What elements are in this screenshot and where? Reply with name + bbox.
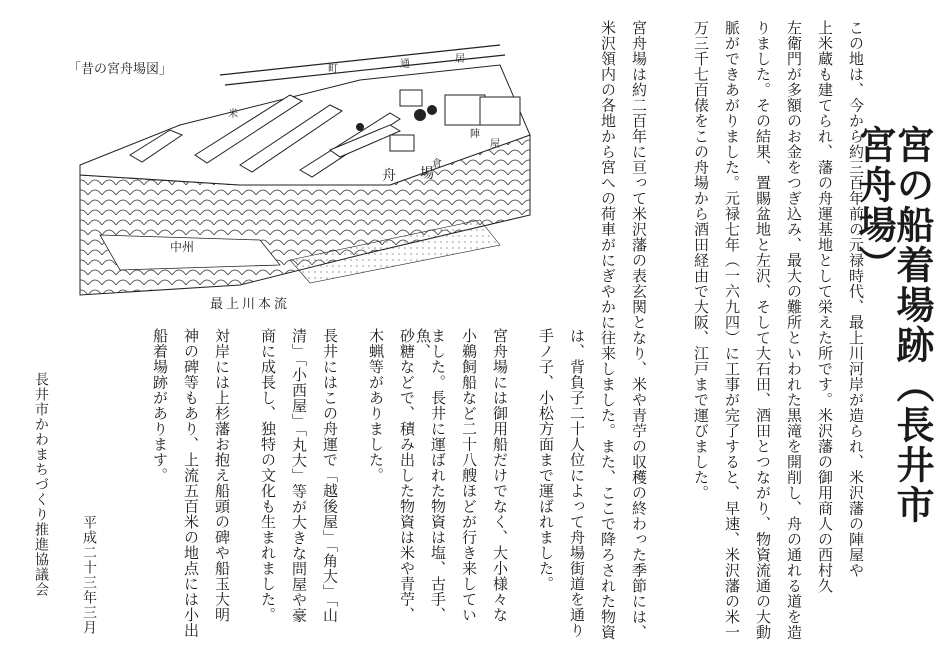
body-line-2: 上米蔵も建てられ、藩の舟運基地として栄えた所です。米沢藩の御用商人の西村久 [816, 20, 834, 594]
body-line-11: 宮舟場には御用船だけでなく、大小様々な [491, 328, 509, 623]
body-line-14: 砂糖などで、積み出した物資は米や青苧、 [398, 328, 416, 623]
map-label-nakasu: 中州 [170, 240, 195, 254]
body-line-5: 脈ができあがりました。元禄七年（一六九四）に工事が完了すると、早速、米沢藩の米一 [723, 20, 741, 640]
body-line-13: ました。長井に運ばれた物資は塩、古手、魚、 [414, 328, 447, 623]
map-label-road-3: 居 [455, 54, 465, 65]
body-line-6: 万三千七百俵をこの舟場から酒田経由で大阪、江戸まで運びました。 [692, 20, 710, 501]
body-line-20: 神の碑等もあり、上流五百米の地点には小出 [182, 328, 200, 638]
body-line-18: 商に成長し、独特の文化も生まれました。 [259, 328, 277, 623]
body-line-8: 米沢領内の各地から宮への荷車がにぎやかに往来しました。また、ここで降ろされた物資 [599, 20, 617, 640]
body-line-21: 船着場跡があります。 [151, 328, 169, 483]
map-title: 「昔の宮舟場図」 [68, 62, 173, 77]
body-line-10: 手ノ子、小松方面まで運ばれました。 [537, 328, 555, 592]
body-line-15: 木蝋等がありました。 [367, 328, 385, 483]
historical-map [60, 35, 560, 325]
footer-date: 平成二十三年三月 [81, 515, 97, 635]
body-line-1: この地は、今から約三百年前の元禄時代、最上川河岸が造られ、米沢藩の陣屋や [847, 20, 865, 578]
map-label-funaba-2: 場 [420, 166, 434, 182]
body-line-17: 清」「小西屋」「丸大」等が大きな問屋や豪 [290, 328, 308, 623]
page-title: 宮の船着場跡（長井市宮舟場） [852, 125, 935, 525]
body-line-16: 長井にはこの舟運で「越後屋」「角大」「山 [321, 328, 339, 623]
map-drawing [60, 35, 560, 325]
map-label-ya: 屋 [490, 139, 500, 150]
body-line-9: は、背負子二十人位によって舟場街道を通り [568, 328, 586, 638]
body-line-7: 宮舟場は約二百年に亘って米沢藩の表玄関となり、米や青苧の収穫の終わった季節には、 [630, 20, 648, 640]
body-line-12: 小鵜飼船など二十八艘ほどが行き来してい [460, 328, 478, 623]
map-label-jin: 陣 [470, 129, 480, 140]
body-line-19: 対岸には上杉藩お抱え船頭の碑や船玉大明 [213, 328, 231, 623]
map-label-road-2: 通 [400, 59, 410, 70]
footer-org: 長井市かわまちづくり推進協議会 [33, 372, 49, 597]
body-line-4: りました。その結果、置賜盆地と左沢、そして大石田、酒田とつながり、物資流通の大動 [754, 20, 772, 640]
body-line-3: 左衛門が多額のお金をつぎ込み、最大の難所といわれた黒滝を開削し、舟の通れる道を造 [785, 20, 803, 640]
map-label-road-1: 町 [328, 64, 338, 75]
map-label-yonezawa: 米 [228, 109, 238, 120]
map-label-funaba: 舟 [382, 168, 396, 184]
map-label-kura: 倉 [432, 159, 442, 170]
map-river-caption: 最上川本流 [210, 297, 291, 312]
